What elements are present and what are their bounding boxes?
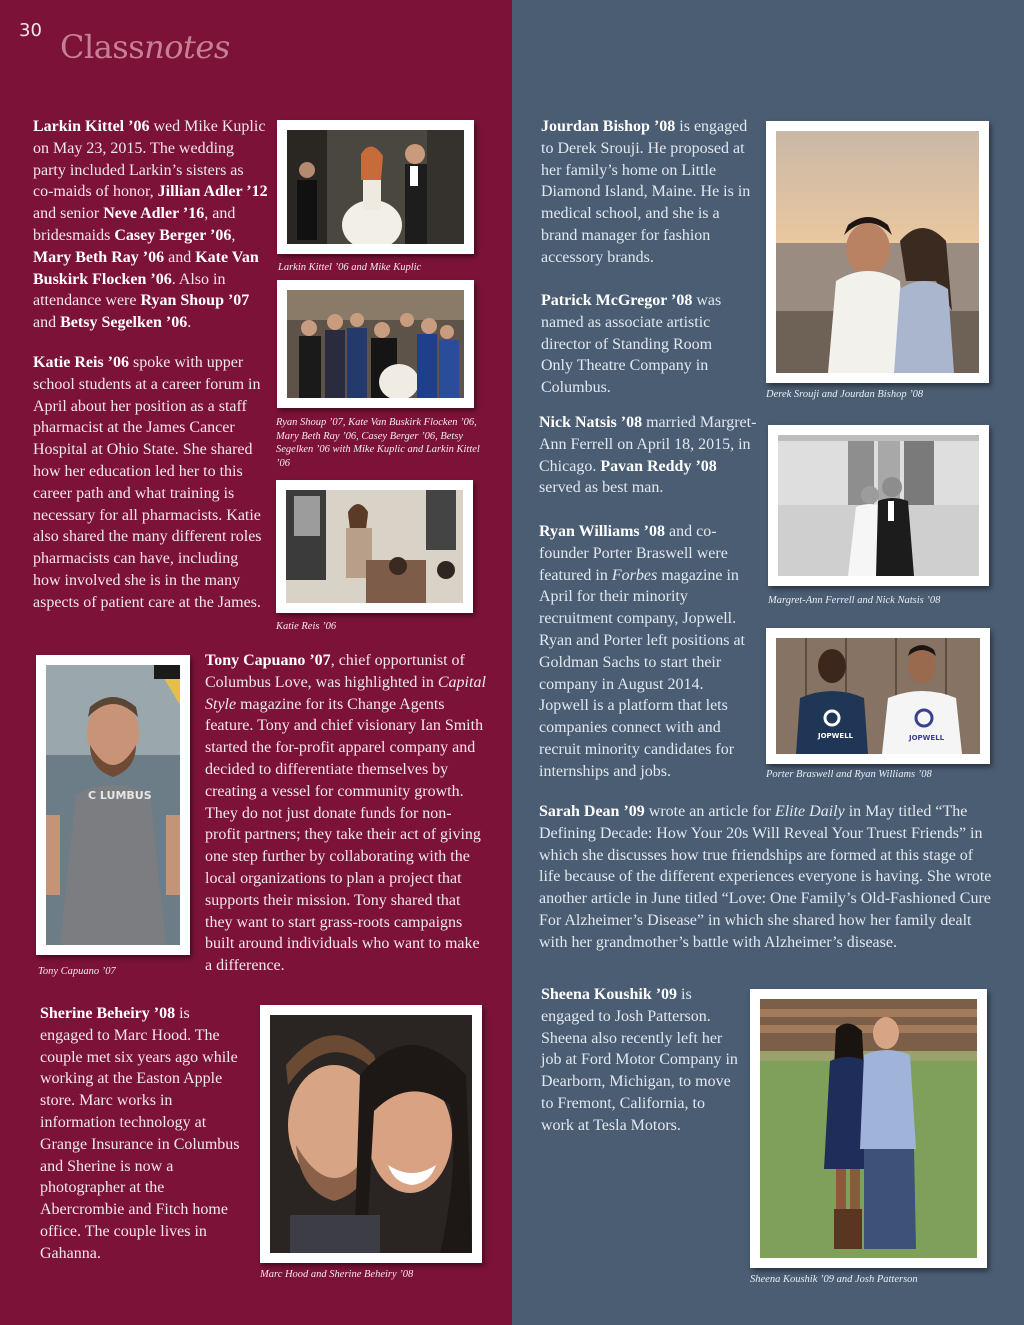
entry-sheena-koushik: Sheena Koushik ’09 is engaged to Josh Patterson. Sheena also recently left her job at Ford Motor Company in Dearborn, Michigan, to move to Fremont, California, to work at Tesla Motors.: [541, 986, 738, 1134]
katie-reis-image: [286, 490, 463, 603]
photo-katie-reis: [276, 480, 473, 613]
svg-text:C LUMBUS: C LUMBUS: [88, 789, 152, 802]
caption-marc-sherine: Marc Hood and Sherine Beheiry ’08: [260, 1269, 414, 1280]
photo-natsis-wedding: [768, 425, 989, 586]
entry-sherine-beheiry: Sherine Beheiry ’08 is engaged to Marc Hood. The couple met six years ago while working at the Easton Apple store. Marc works in information technology at Grange Insurance in Columbus and Sherine is now a photographer at the Abercrombie and Fitch home office. The couple lives in Gahanna.: [40, 1005, 240, 1262]
tony-capuano-image: [46, 665, 180, 945]
caption-wedding: Larkin Kittel ’06 and Mike Kuplic: [278, 262, 422, 273]
photo-marc-sherine: [260, 1005, 482, 1263]
caption-derek-jourdan: Derek Srouji and Jourdan Bishop ’08: [766, 389, 924, 400]
jopwell-founders-image: [776, 638, 980, 754]
svg-text:JOPWELL: JOPWELL: [909, 734, 945, 742]
entry-sarah-dean: Sarah Dean ’09 wrote an article for Elite Daily in May titled “The Defining Decade: How Your 20s Will Reveal Your Truest Friends” in which she discusses how true friendships are formed at this stage of life because of the different experiences everyone is having. She wrote another article in June titled “Love: One Family’s Old-Fashioned Cure For Alzheimer’s Disease” in which she shared how her family dealt with her grandmother’s battle with Alzheimer’s disease.: [539, 803, 992, 951]
sheena-josh-image: [760, 999, 977, 1258]
wedding-party-image: [287, 290, 464, 398]
entry-patrick-mcgregor: Patrick McGregor ’08 was named as associate artistic director of Standing Room Only Theatre Company in Columbus.: [541, 292, 722, 397]
photo-jopwell-founders: [766, 628, 990, 764]
entry-ryan-williams: Ryan Williams ’08 and co-founder Porter Braswell were featured in Forbes magazine in April for their minority recruitment company, Jopwell. Ryan and Porter left positions at Goldman Sachs to start their company in August 2014. Jopwell is a platform that lets companies connect with and recruit minority candidates for internships and jobs.: [539, 523, 745, 780]
caption-sheena-josh: Sheena Koushik ’09 and Josh Patterson: [750, 1274, 918, 1285]
entry-nick-natsis: Nick Natsis ’08 married Margret-Ann Ferrell on April 18, 2015, in Chicago. Pavan Reddy ’08 served as best man.: [539, 414, 757, 497]
caption-jopwell-founders: Porter Braswell and Ryan Williams ’08: [766, 769, 932, 780]
derek-jourdan-image: [776, 131, 979, 373]
entry-tony-capuano: Tony Capuano ’07, chief opportunist of Columbus Love, was highlighted in Capital Style magazine for its Change Agents feature. Tony and chief visionary Ian Smith started the for-profit apparel company and decided to differentiate themselves by creating a vessel for community growth. They do not just donate funds for non-profit partners; they take their act of giving one step further by collaborating with the local organizations to plan a project that supports their mission. Tony shared that they want to start grass-roots campaigns built around individuals who want to make a difference.: [205, 652, 486, 975]
caption-katie-reis: Katie Reis ’06: [276, 621, 337, 632]
entry-larkin-kittel: Larkin Kittel ’06 wed Mike Kuplic on May 23, 2015. The wedding party included Larkin’s sisters as co-maids of honor, Jillian Adler ’12 and senior Neve Adler ’16, and bridesmaids Casey Berger ’06, Mary Beth Ray ’06 and Kate Van Buskirk Flocken ’06. Also in attendance were Ryan Shoup ’07 and Betsy Segelken ’06.: [33, 118, 268, 332]
page-number: 30: [19, 20, 42, 41]
marc-sherine-image: [270, 1015, 472, 1253]
svg-text:JOPWELL: JOPWELL: [818, 732, 854, 740]
photo-tony-capuano: [36, 655, 190, 955]
wedding-image: [287, 130, 464, 244]
photo-derek-jourdan: [766, 121, 989, 383]
photo-sheena-josh: [750, 989, 987, 1268]
natsis-wedding-image: [778, 435, 979, 576]
caption-natsis-wedding: Margret-Ann Ferrell and Nick Natsis ’08: [768, 595, 941, 606]
entry-jourdan-bishop: Jourdan Bishop ’08 is engaged to Derek Srouji. He proposed at her family’s home on Little Diamond Island, Maine. He is in medical school, and she is a brand manager for fashion accessory brands.: [541, 118, 751, 266]
caption-tony-capuano: Tony Capuano ’07: [38, 966, 116, 977]
caption-wedding-party: Ryan Shoup ’07, Kate Van Buskirk Flocken ’06, Mary Beth Ray ’06, Casey Berger ’06, Betsy Segelken ’06 with Mike Kuplic and Larkin Kittel ’06: [276, 417, 480, 469]
photo-wedding-party: [277, 280, 474, 408]
section-title: Classnotes: [60, 28, 230, 66]
photo-wedding: [277, 120, 474, 254]
entry-katie-reis: Katie Reis ’06 spoke with upper school students at a career forum in April about her position as a staff pharmacist at the James Cancer Hospital at Ohio State. She shared how her education led her to this career path and what training is necessary for all pharmacists. Katie also shared the many different roles pharmacists can have, including how involved she is in the many aspects of patient care at the James.: [33, 354, 262, 611]
